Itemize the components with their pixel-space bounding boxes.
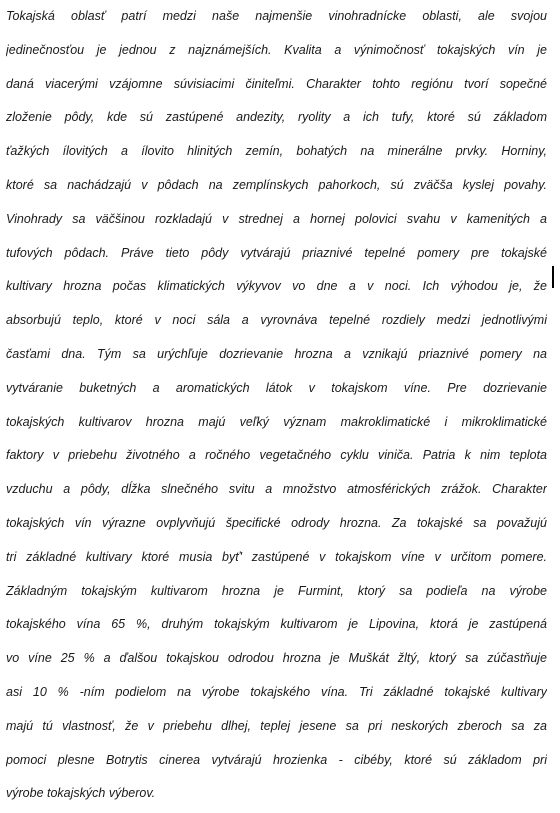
text-line: Tokajská oblasť patrí medzi naše najmenšie vinohradnícke oblasti, ale svojou bbox=[6, 9, 547, 23]
text-line: ťažkých ílovitých a ílovito hlinitých zemín, bohatých na minerálne prvky. Horniny, bbox=[6, 144, 547, 159]
text-line: absorbujú teplo, ktoré v noci sála a vyrovnáva tepelné rozdiely medzi jednotlivými bbox=[6, 313, 547, 328]
text-line: jedinečnosťou je jednou z najznámejších. Kvalita a výnimočnosť tokajských vín je bbox=[6, 42, 547, 57]
text-line: tufových pôdach. Práve tieto pôdy vytvárajú priaznivé tepelné pomery pre tokajské bbox=[6, 245, 547, 260]
text-line: tokajských vín výrazne ovplyvňujú špecifické odrody hrozna. Za tokajské sa považujú bbox=[6, 515, 547, 530]
text-line: vo víne 25 % a ďalšou tokajskou odrodou hrozna je Muškát žltý, ktorý sa zúčastňuje bbox=[6, 651, 547, 666]
text-cursor bbox=[552, 266, 554, 288]
text-line: ktoré sa nachádzajú v pôdach na zemplínskych pahorkoch, sú zväčša kyslej povahy. bbox=[6, 177, 547, 192]
text-line: tokajského vína 65 %, druhým tokajským kultivarom je Lipovina, ktorá je zastúpená bbox=[6, 617, 547, 632]
text-line: faktory v priebehu životného a ročného vegetačného cyklu viniča. Patria k nim teplota bbox=[6, 448, 547, 463]
text-line: časťami dna. Tým sa urýchľuje dozrievanie hrozna a vznikajú priaznivé pomery na bbox=[6, 346, 547, 361]
text-line: majú tú vlastnosť, že v priebehu dlhej, teplej jesene sa pri neskorých zberoch sa za bbox=[6, 718, 547, 733]
text-line: tri základné kultivary ktoré musia byť' zastúpené v tokajskom víne v určitom pomere. bbox=[6, 549, 547, 564]
text-line: vytváranie buketných a aromatických látok v tokajskom víne. Pre dozrievanie bbox=[6, 380, 547, 395]
text-line: asi 10 % -ním podielom na výrobe tokajského vína. Tri základné tokajské kultivary bbox=[6, 684, 547, 699]
text-line: vzduchu a pôdy, dĺžka slnečného svitu a množstvo atmosférických zrážok. Charakter bbox=[6, 482, 547, 497]
text-line: tokajských kultivarov hrozna majú veľký význam makroklimatické i mikroklimatické bbox=[6, 414, 547, 429]
document-body[interactable] bbox=[6, 2, 547, 813]
text-line: pomoci plesne Botrytis cinerea vytvárajú hrozienka - cibéby, ktoré sú základom pri bbox=[6, 752, 547, 767]
text-line: Vinohrady sa väčšinou rozkladajú v strednej a hornej polovici svahu v kamenitých a bbox=[6, 211, 547, 226]
text-line: daná viacerými vzájomne súvisiacimi činiteľmi. Charakter tohto regiónu tvorí sopečné bbox=[6, 76, 547, 91]
text-line: Základným tokajským kultivarom hrozna je Furmint, ktorý sa podieľa na výrobe bbox=[6, 583, 547, 598]
text-line: zloženie pôdy, kde sú zastúpené andezity, ryolity a ich tufy, ktoré sú základom bbox=[6, 110, 547, 125]
text-line: výrobe tokajských výberov. bbox=[6, 786, 156, 801]
text-line: kultivary hrozna počas klimatických výkyvov vo dne a v noci. Ich výhodou je, že bbox=[6, 279, 547, 294]
